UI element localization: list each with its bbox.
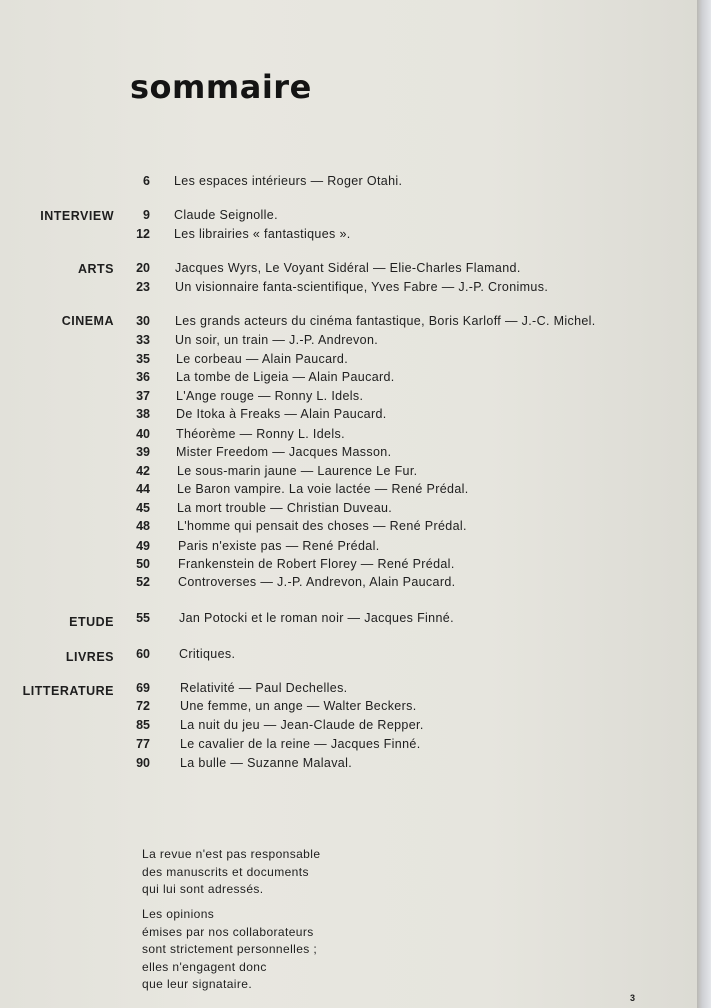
toc-entry [0, 611, 697, 629]
toc-entry [0, 407, 697, 425]
editorial-notice-opinions [142, 906, 317, 994]
toc-entry [0, 737, 697, 755]
toc-page-number: 20 [136, 261, 150, 275]
toc-page-number: 12 [136, 227, 150, 241]
toc-entry [0, 427, 697, 445]
toc-entry-text: Le Baron vampire. La voie lactée — René Prédal. [177, 482, 469, 496]
toc-entry [0, 208, 697, 226]
section-label-interview: INTERVIEW [40, 209, 114, 223]
toc-page-number: 30 [136, 314, 150, 328]
toc-page-number: 36 [136, 370, 150, 384]
toc-entry-text: Un visionnaire fanta-scientifique, Yves Fabre — J.-P. Cronimus. [175, 280, 549, 294]
toc-entry [0, 482, 697, 500]
toc-entry [0, 352, 697, 370]
toc-entry-text: Les espaces intérieurs — Roger Otahi. [174, 174, 403, 188]
notice-line: La revue n'est pas responsable [142, 847, 321, 861]
toc-entry-text: L'homme qui pensait des choses — René Prédal. [177, 519, 467, 533]
notice-line: des manuscrits et documents [142, 864, 309, 879]
toc-entry-text: Les librairies « fantastiques ». [174, 227, 351, 241]
toc-entry [0, 280, 697, 298]
toc-page-number: 38 [136, 407, 150, 421]
editorial-notice-responsibility [142, 846, 320, 899]
toc-page-number: 55 [136, 611, 150, 625]
toc-page-number: 40 [136, 427, 150, 441]
toc-page-number: 48 [136, 519, 150, 533]
toc-page-number: 37 [136, 389, 150, 403]
section-label-cinema: CINEMA [61, 314, 114, 328]
section-label-arts: ARTS [77, 262, 114, 276]
toc-entry-text: Relativité — Paul Dechelles. [180, 681, 348, 695]
toc-page-number: 45 [136, 501, 150, 515]
toc-entry [0, 699, 697, 717]
toc-entry [0, 314, 697, 332]
toc-entry [0, 756, 697, 774]
toc-entry [0, 575, 697, 593]
toc-entry [0, 501, 697, 519]
toc-entry [0, 718, 697, 736]
toc-entry-text: Mister Freedom — Jacques Masson. [176, 445, 392, 459]
notice-line: qui lui sont adressés. [142, 882, 264, 896]
toc-page-number: 69 [136, 681, 150, 695]
toc-page-number: 60 [136, 647, 150, 661]
toc-page-number: 72 [136, 699, 150, 713]
toc-page-number: 44 [136, 482, 150, 496]
toc-entry-text: Controverses — J.-P. Andrevon, Alain Paucard. [178, 575, 456, 589]
toc-entry-text: La tombe de Ligeia — Alain Paucard. [176, 370, 395, 384]
toc-entry [0, 647, 697, 665]
toc-entry-text: Le corbeau — Alain Paucard. [176, 352, 349, 366]
toc-page-number: 77 [136, 737, 150, 751]
toc-entry [0, 370, 697, 388]
page-edge [697, 0, 711, 1008]
toc-page-number: 33 [136, 333, 150, 347]
toc-page-number: 42 [136, 464, 150, 478]
toc-page-number: 90 [136, 756, 150, 770]
toc-entry-text: L'Ange rouge — Ronny L. Idels. [176, 389, 364, 403]
toc-entry-text: Le cavalier de la reine — Jacques Finné. [180, 737, 421, 751]
toc-page-number: 52 [136, 575, 150, 589]
toc-entry [0, 464, 697, 482]
notice-line: elles n'engagent donc [142, 959, 267, 974]
toc-entry-text: La mort trouble — Christian Duveau. [177, 501, 393, 515]
toc-page-number: 50 [136, 557, 150, 571]
toc-entry [0, 681, 697, 699]
toc-entry [0, 445, 697, 463]
toc-entry-text: Claude Seignolle. [174, 208, 278, 222]
toc-page-number: 9 [143, 208, 150, 222]
toc-entry-text: Jan Potocki et le roman noir — Jacques Finné. [179, 611, 454, 625]
section-label-litterature: LITTERATURE [22, 684, 114, 698]
toc-entry-text: La bulle — Suzanne Malaval. [180, 756, 353, 770]
notice-line: Les opinions [142, 907, 215, 921]
toc-entry [0, 557, 697, 575]
toc-entry-text: Paris n'existe pas — René Prédal. [178, 539, 380, 553]
toc-page-number: 6 [143, 174, 150, 188]
section-label-livres: LIVRES [65, 650, 114, 664]
toc-entry-text: Une femme, un ange — Walter Beckers. [180, 699, 417, 713]
toc-entry [0, 539, 697, 557]
toc-entry-text: Le sous-marin jaune — Laurence Le Fur. [177, 464, 418, 478]
toc-entry-text: De Itoka à Freaks — Alain Paucard. [176, 407, 387, 421]
toc-page-number: 49 [136, 539, 150, 553]
toc-page-number: 23 [136, 280, 150, 294]
toc-entry [0, 227, 697, 245]
toc-entry [0, 519, 697, 537]
notice-line: sont strictement personnelles ; [142, 942, 318, 956]
toc-entry-text: Un soir, un train — J.-P. Andrevon. [175, 333, 379, 347]
toc-page-number: 35 [136, 352, 150, 366]
page-title: sommaire [130, 68, 312, 106]
toc-entry-text: Jacques Wyrs, Le Voyant Sidéral — Elie-Charles Flamand. [175, 261, 521, 275]
notice-line: que leur signataire. [142, 977, 253, 991]
toc-entry-text: Frankenstein de Robert Florey — René Prédal. [178, 557, 455, 571]
toc-entry [0, 261, 697, 279]
toc-entry [0, 389, 697, 407]
toc-entry-text: Critiques. [179, 647, 236, 661]
notice-line: émises par nos collaborateurs [142, 924, 314, 939]
toc-page-number: 39 [136, 445, 150, 459]
toc-entry-text: Théorème — Ronny L. Idels. [176, 427, 345, 441]
toc-entry-text: Les grands acteurs du cinéma fantastique, Boris Karloff — J.-C. Michel. [175, 314, 596, 328]
page-number: 3 [630, 993, 636, 1003]
toc-entry [0, 174, 697, 192]
toc-entry [0, 333, 697, 351]
section-label-etude: ETUDE [69, 615, 114, 629]
toc-entry-text: La nuit du jeu — Jean-Claude de Repper. [180, 718, 424, 732]
toc-page-number: 85 [136, 718, 150, 732]
